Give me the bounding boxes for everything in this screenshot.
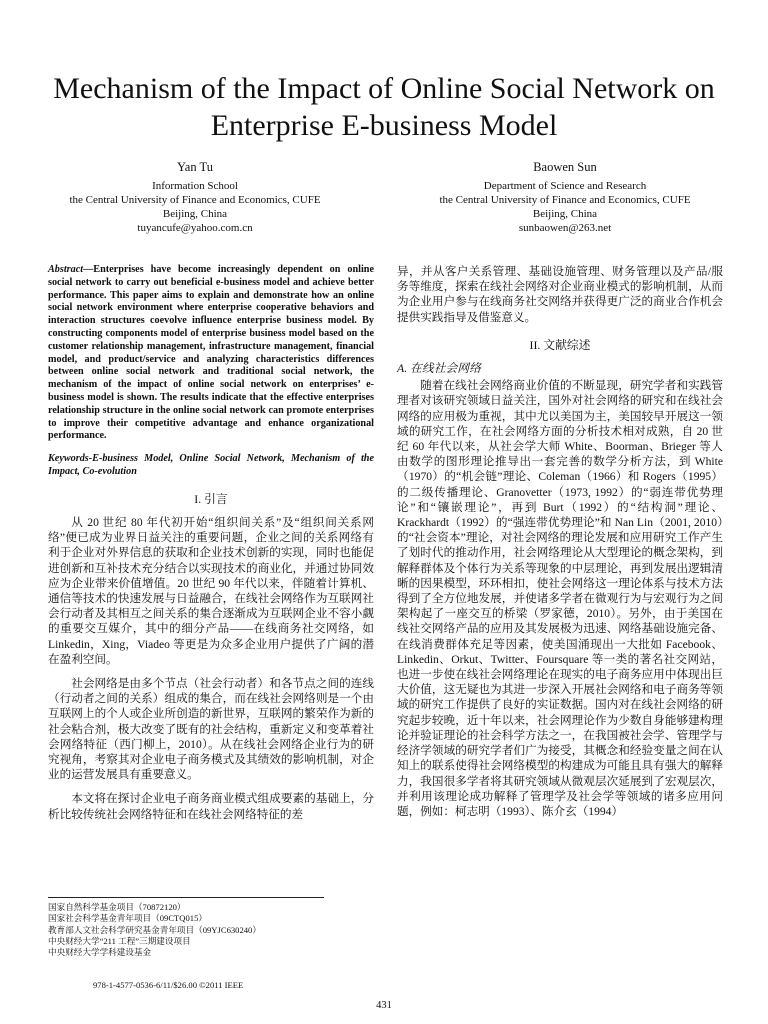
author-name: Baowen Sun [533, 160, 597, 174]
author-name: Yan Tu [177, 160, 213, 174]
section-heading-intro: I. 引言 [194, 491, 228, 506]
section-heading-literature: II. 文献综述 [529, 337, 591, 352]
intro-paragraph-1: 从 20 世纪 80 年代初开始“组织间关系”及“组织间关系网络”便已成为业界日益关注的重要问题，企业之间的关系网络有利于企业对外界信息的获取和企业技术创新的实现，同时也能促进创新和互补技术充分结合以实现技术的商业化，并通过协同效应为企业带来价值增值。20 世纪 90 年代以来，伴随着计算机、通信等技术的快速发展与日益融合，在线社会网络作为互联网社会行动者及其相互之间关系的集合逐渐成为互联网企业不容小觑的重要交互媒介，其中的细分产品——在线商务社交网络，如 Linkedin，Xing，Viadeo 等更是为众多企业用户提供了广阔的潜在盈利空间。 [48, 515, 374, 666]
author-institution: the Central University of Finance and Economics, CUFE [69, 194, 321, 206]
footnote: 中央财经大学“211 工程”三期建设项目 [48, 935, 191, 946]
literature-paragraph-1: 随着在线社会网络商业价值的不断显现，研究学者和实践管理者对该研究领域日益关注，国外对社会网络的研究和在线社会网络的应用极为重视，其中尤以美国为主，美国较早开展这一领域的研究工作，在社会网络方面的分析技术相对成熟，自 20 世纪 60 年代以来，从社会学大师 White、Boorman、Brieger 等人由数学的图形理论推导出一套完善的数学分析方法，到 White（1970）的“机会链”理论、Coleman（1966）和 Rogers（1995）的二级传播理论、Granovetter（1973, 1992）的“弱连带优势理论”和“镶嵌理论”，再到 Burt（1992）的“结构洞”理论、Krackhardt（1992）的“强连带优势理论”和 Nan Lin（2001, 2010）的“社会资本”理论，对社会网络的理论发展和应用研究工作产生了划时代的推动作用，社会网络理论从大型理论的概念架构，到解释群体及个体行为关系等现象的中层理论，再到发展出逻辑清晰的因果模型，环环相扣，使社会网络这一理论体系与技术方法得到了全方位地发展，并使诸多学者在微观行为与宏观行为之间架构起了一座交互的桥梁（罗家德，2010）。另外，由于美国在线社交网络产品的应用及其发展极为迅速、网络基础设施完备、在线消费群体充足等因素，使美国涌现出一大批如 Facebook、Linkedin、Orkut、Twitter、Foursquare 等一类的著名社交网站，也进一步使在线社会网络理论在现实的电子商务应用中体现出巨大价值，这无疑也为其进一步深入开展社会网络和电子商务等领域的研究工作提供了良好的实证数据。国内对在线社会网络的研究起步较晚，近十年以来，社会网理论作为少数自身能够建构理论并验证理论的社会科学方法之一，在我国被社会学、管理学与经济学领域的研究学者们广为接受，其概念和经验变量之间在认知上的联系使得社会网络模型的构建成为可能且具有强大的解释力，我国很多学者将其研究领域从微观层次延展到了宏观层次，并利用该理论成功解释了管理学及社会学等领域的诸多应用问题，例如：柯志明（1993）、陈介玄（1994） [397, 379, 723, 818]
page-number: 431 [376, 1000, 392, 1011]
footnote-divider [48, 897, 324, 898]
footnotes [48, 902, 378, 958]
paper-title: Mechanism of the Impact of Online Social Network on Enterprise E-business Model [53, 72, 715, 142]
footnote: 国家社会科学基金青年项目（09CTQ015） [48, 913, 207, 924]
isbn-line: 978-1-4577-0536-6/11/$26.00 ©2011 IEEE [93, 980, 244, 990]
intro-paragraph-3: 本文将在探讨企业电子商务商业模式组成要素的基础上，分析比较传统社会网络特征和在线社会网络特征的差 [48, 792, 374, 821]
author-affiliation: Information School [152, 180, 238, 192]
keywords: Keywords-E-business Model, Online Social Network, Mechanism of the Impact, Co-evolution [48, 453, 374, 477]
author-block-2 [400, 160, 730, 235]
author-email: sunbaowen@263.net [518, 222, 612, 234]
author-affiliation: Department of Science and Research [483, 180, 647, 192]
right-column [397, 264, 723, 828]
abstract [48, 264, 374, 443]
left-column [48, 264, 374, 831]
author-block-1 [30, 160, 360, 235]
abstract-text: —Enterprises have become increasingly dependent on online social network to carry out beneficial e-business model and achieve better performance. This paper aims to explain and demonstrate how an online social network environment where enterprise cooperative behaviors and interaction structures coevolve influence enterprise business model. By constructing components model of enterprise business model based on the customer relationship management, infrastructure management, financial model, and product/service and analyzing characteristics differences between online social network and traditional social network, the mechanism of the impact of online social network on enterprises’ e-business model is shown. The results indicate that the effective enterprises relationship structure in the online social network can promote enterprises to improve their competitive advantage and enhance organizational performance. [48, 264, 374, 442]
footnote: 教育部人文社会科学研究基金青年项目（09YJC630240） [48, 924, 261, 935]
subsection-heading-a: A. 在线社会网络 [397, 361, 481, 376]
footnote: 中央财经大学学科建设基金 [48, 947, 152, 958]
abstract-label: Abstract [48, 264, 84, 275]
intro-paragraph-2: 社会网络是由多个节点（社会行动者）和各节点之间的连线（行动者之间的关系）组成的集合，而在线社会网络则是一个由互联网上的个人或企业所创造的新世界，互联网的繁荣作为新的社会粘合剂，极大改变了既有的社会结构，重新定义和变革着社会网络特征（西门柳上，2010）。从在线社会网络企业行为的研究视角，考察其对企业电子商务模式及其绩效的影响机制，对企业的运营发展具有重要意义。 [48, 676, 374, 782]
author-institution: the Central University of Finance and Economics, CUFE [439, 194, 691, 206]
intro-paragraph-3-continued: 异，并从客户关系管理、基础设施管理、财务管理以及产品/服务等维度，探索在线社会网络对企业商业模式的影响机制，从而为企业用户参与在线商务社交网络并获得更广泛的商业合作机会提供实践指导及借鉴意义。 [397, 265, 723, 324]
author-city: Beijing, China [532, 208, 598, 220]
author-email: tuyancufe@yahoo.com.cn [137, 222, 253, 234]
author-city: Beijing, China [162, 208, 228, 220]
footnote: 国家自然科学基金项目（70872120） [48, 902, 186, 912]
